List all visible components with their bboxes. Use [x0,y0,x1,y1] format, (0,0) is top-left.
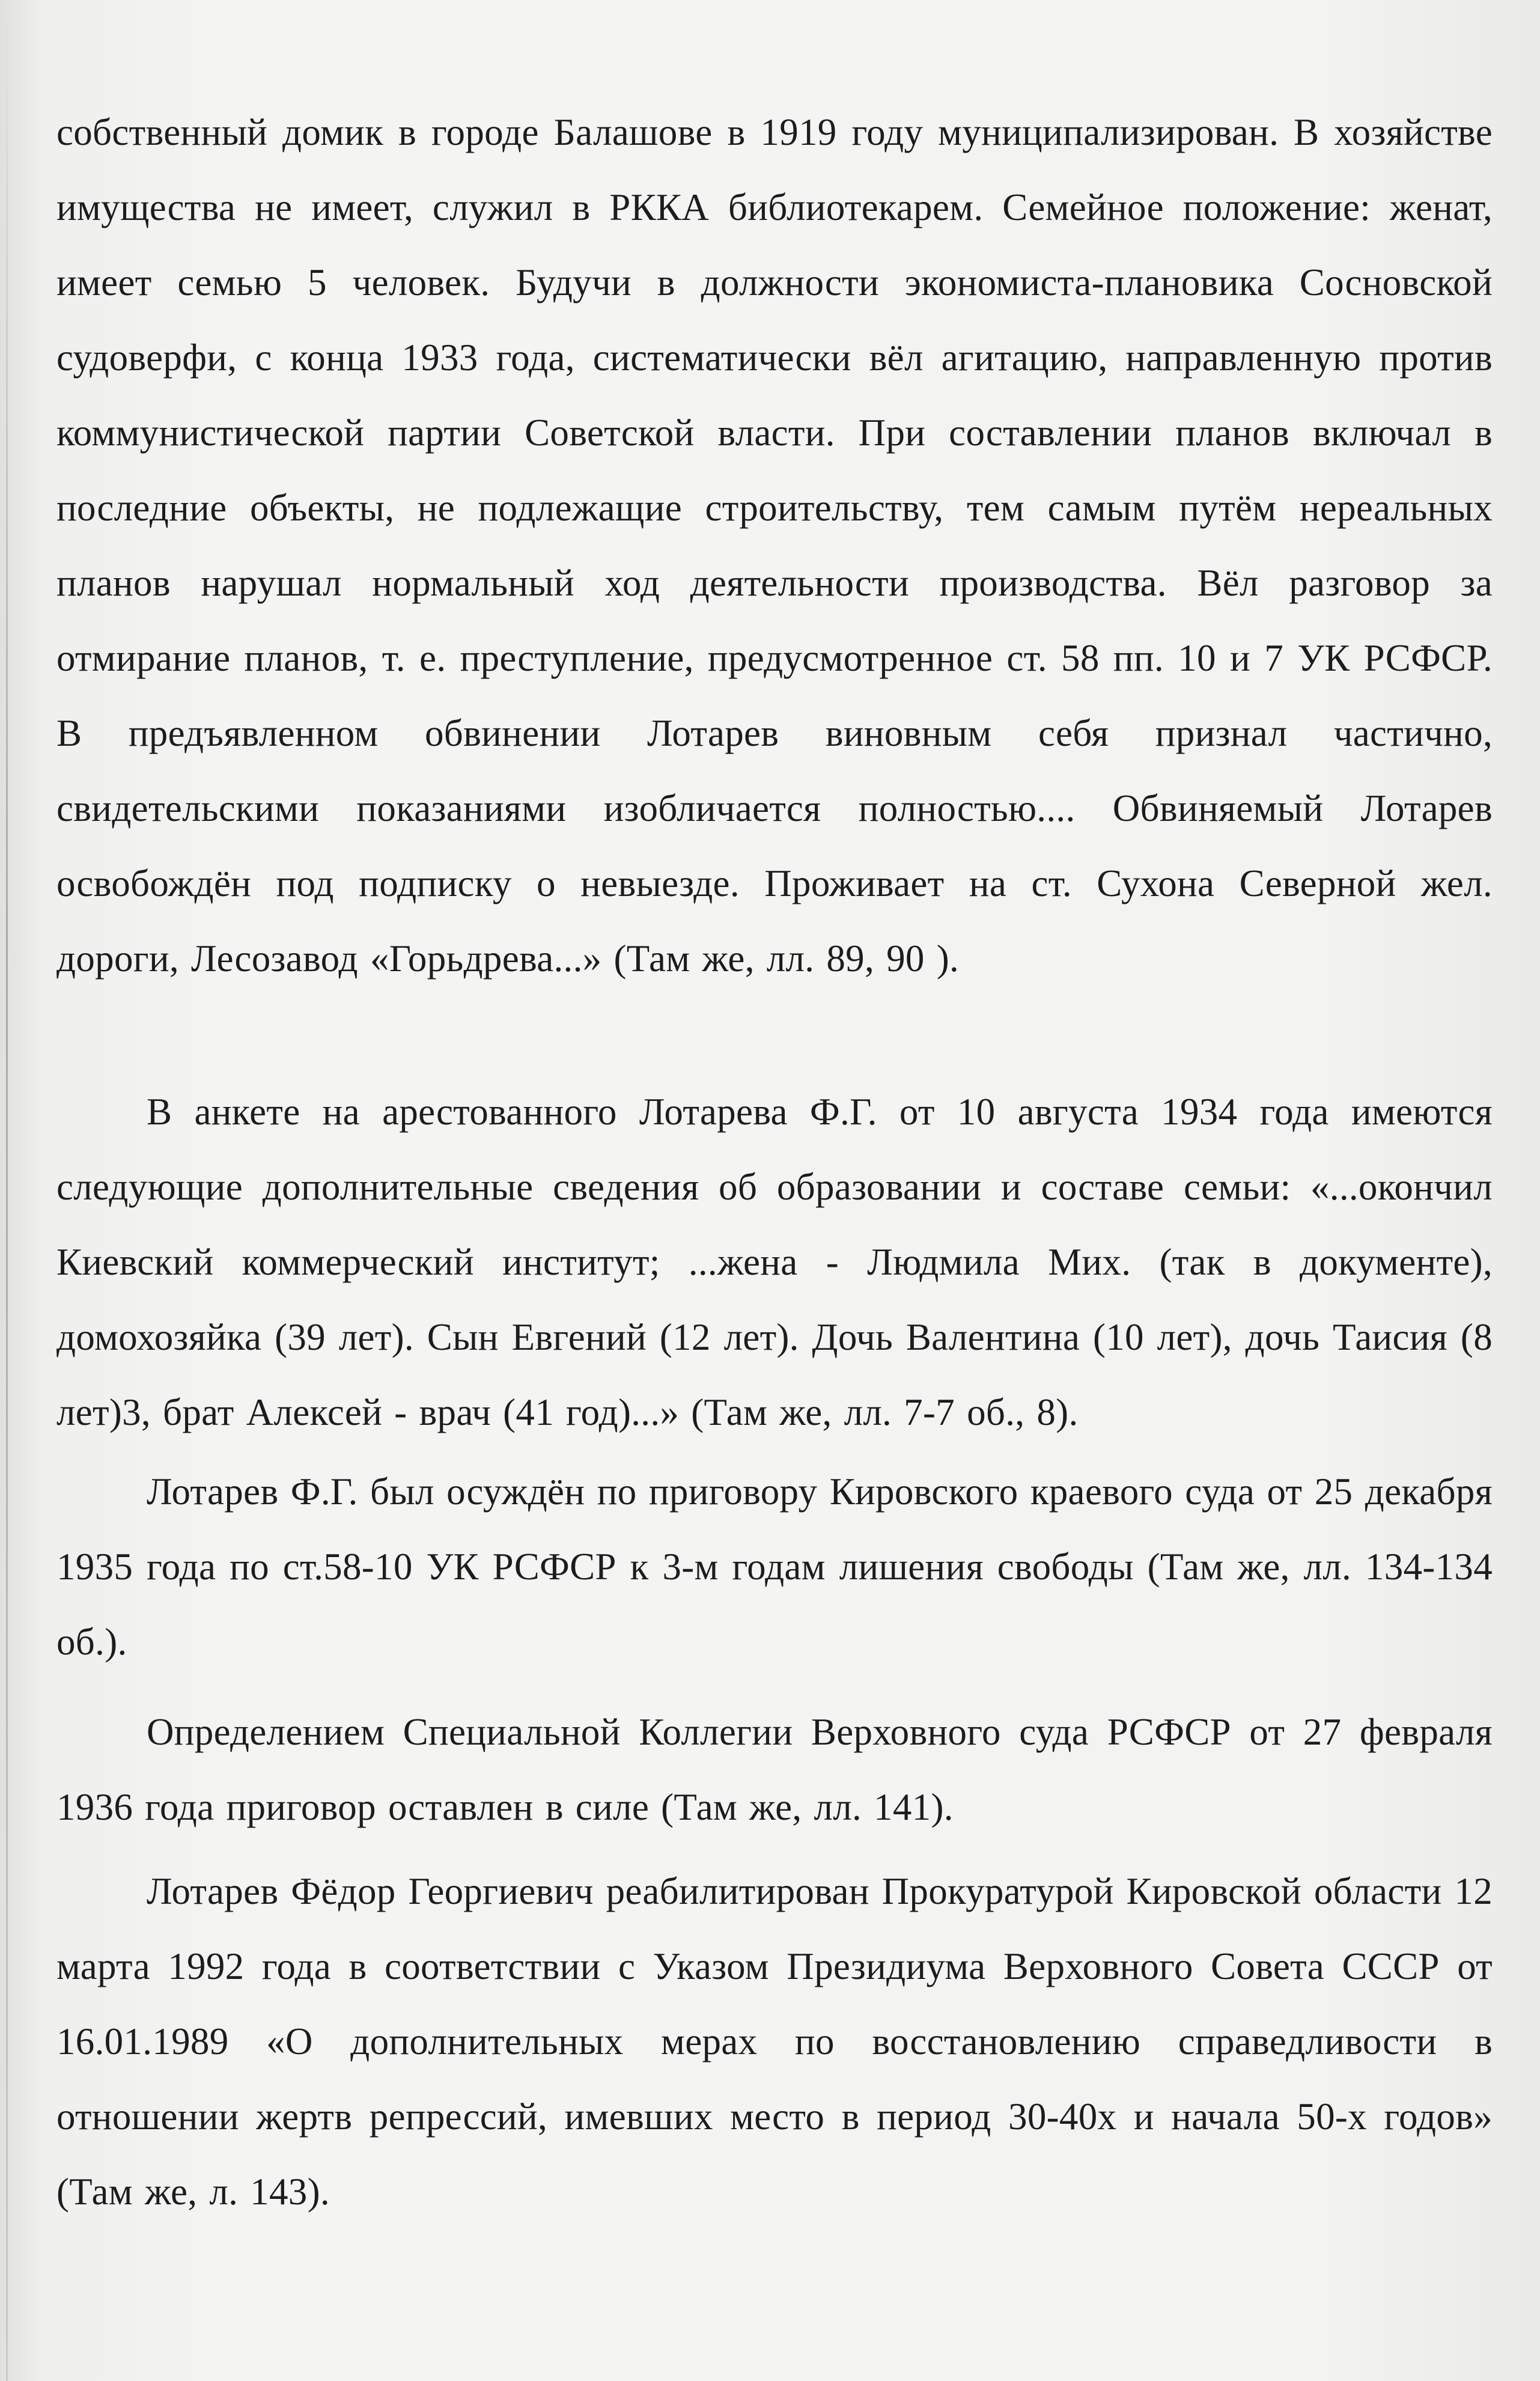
paragraph-arrest-questionnaire: В анкете на арестованного Лотарева Ф.Г. от 10 августа 1934 года имеются следующие дополнительные сведения об образовании и составе семьи: «...окончил Киевский коммерческий институт; ...жена - Людмила Мих. (так в документе), домохозяйка (39 лет). Сын Евгений (12 лет). Дочь Валентина (10 лет), дочь Таисия (8 лет)3, брат Алексей - врач (41 год)...» (Там же, лл. 7-7 об., 8). [56,1091,1493,1433]
paragraph-case-description: собственный домик в городе Балашове в 1919 году муниципализирован. В хозяйстве имущества не имеет, служил в РККА библиотекарем. Семейное положение: женат, имеет семью 5 человек. Будучи в должности экономиста-плановика Сосновской судоверфи, с конца 1933 года, систематически вёл агитацию, направленную против коммунистической партии Советской власти. При составлении планов включал в последние объекты, не подлежащие строительству, тем самым путём нереальных планов нарушал нормальный ход деятельности производства. Вёл разговор за отмирание планов, т. е. преступление, предусмотренное ст. 58 пп. 10 и 7 УК РСФСР. В предъявленном обвинении Лотарев виновным себя признал частично, свидетельскими показаниями изобличается полностью.... Обвиняемый Лотарев освобождён под подписку о невыезде. Проживает на ст. Сухона Северной жел. дороги, Лесозавод «Горьдрева...» (Там же, лл. 89, 90 ). [56,111,1493,980]
paragraph-rehabilitation: Лотарев Фёдор Георгиевич реабилитирован Прокуратурой Кировской области 12 марта 1992 года в соответствии с Указом Президиума Верховного Совета СССР от 16.01.1989 «О дополнительных мерах по восстановлению справедливости в отношении жертв репрессий, имевших место в период 30-40х и начала 50-х годов» (Там же, л. 143). [56,1870,1493,2213]
paragraph-appeal-ruling: Определением Специальной Коллегии Верховного суда РСФСР от 27 февраля 1936 года приговор оставлен в силе (Там же, лл. 141). [56,1711,1493,1828]
paragraph-sentence: Лотарев Ф.Г. был осуждён по приговору Кировского краевого суда от 25 декабря 1935 года по ст.58-10 УК РСФСР к 3-м годам лишения свободы (Там же, лл. 134-134 об.). [56,1471,1493,1663]
page-edge [6,0,8,2381]
